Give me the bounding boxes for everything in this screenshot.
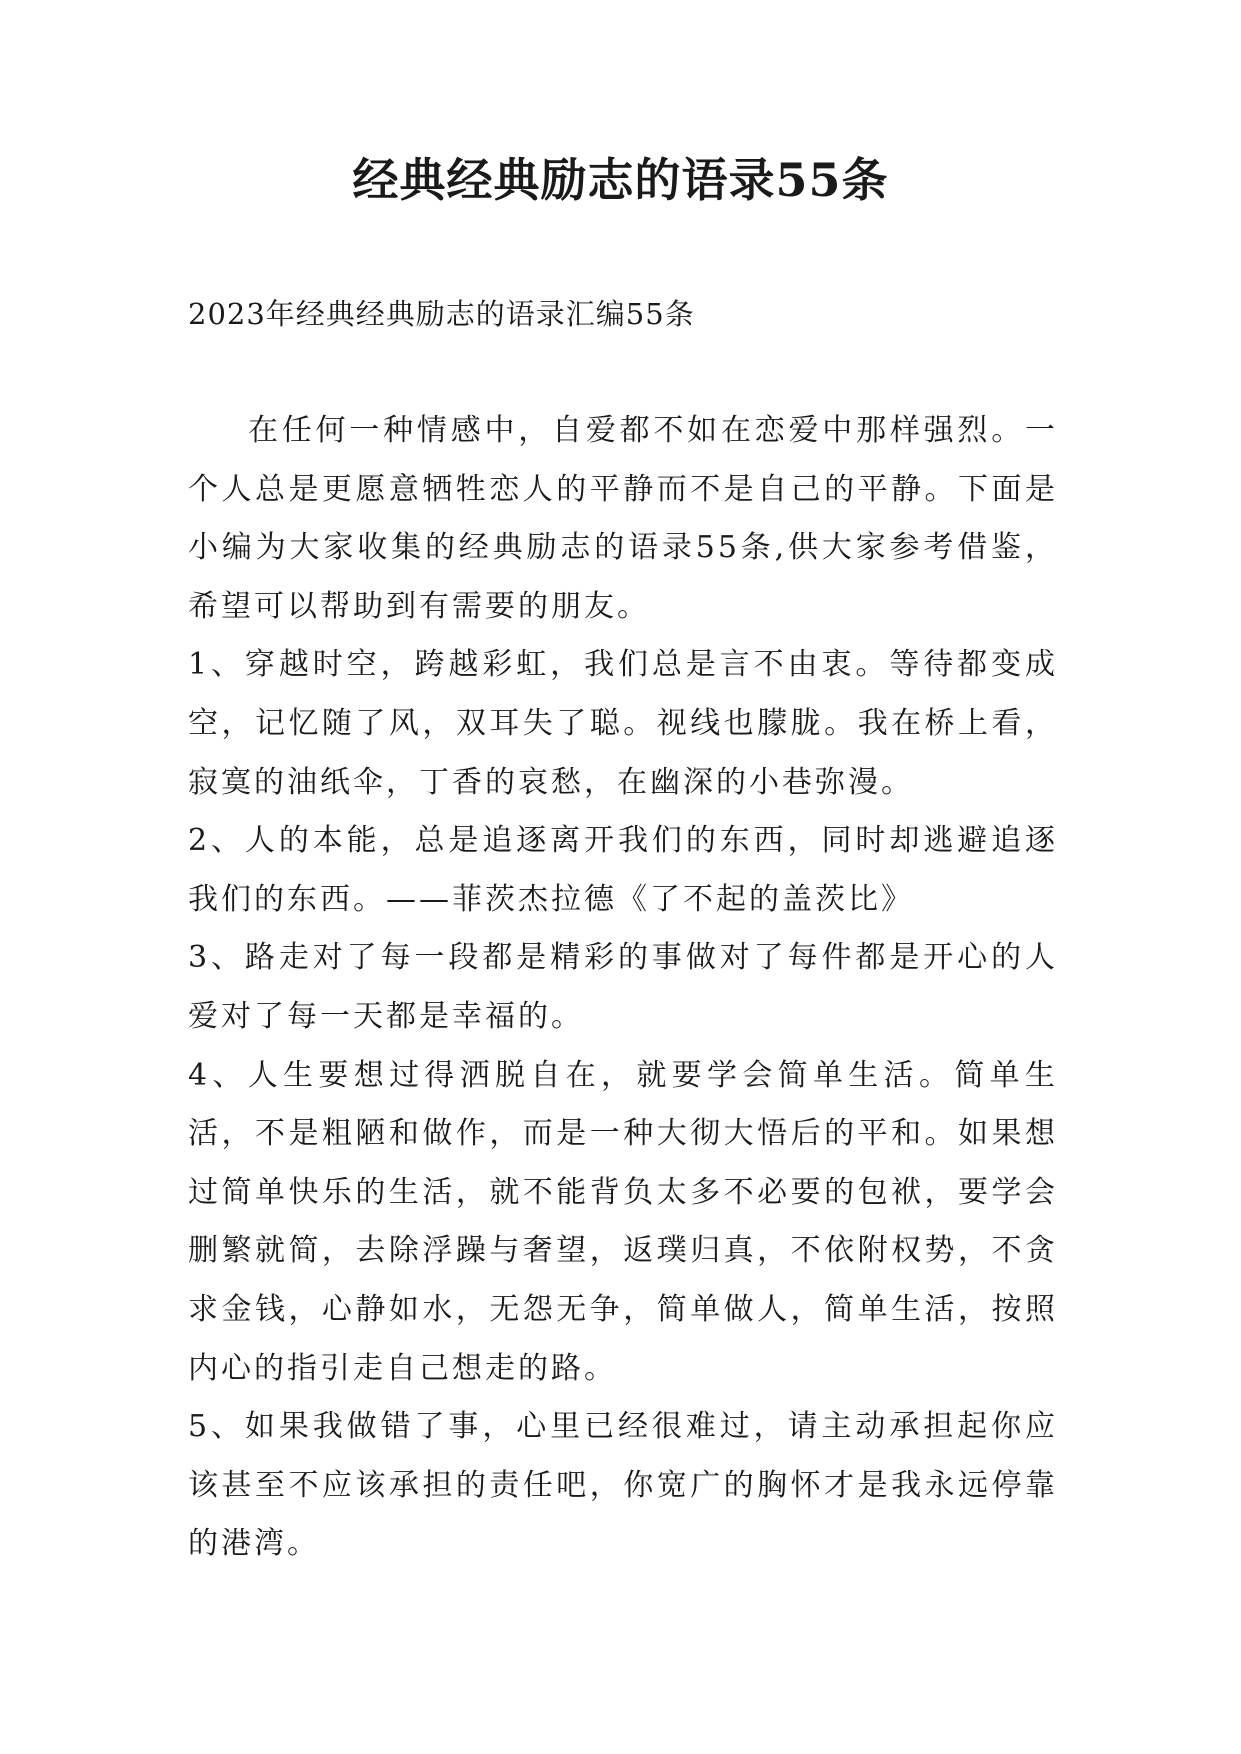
document-body [188, 402, 1058, 1574]
document-title: 经典经典励志的语录55条 [352, 153, 889, 207]
quote-item-3: 3、路走对了每一段都是精彩的事做对了每件都是开心的人爱对了每一天都是幸福的。 [188, 940, 1058, 1034]
quote-item-2: 2、人的本能，总是追逐离开我们的东西，同时却逃避追逐我们的东西。——菲茨杰拉德《了不起的盖茨比》 [188, 823, 1058, 917]
document-subtitle: 2023年经典经典励志的语录汇编55条 [188, 297, 695, 331]
quote-item-5: 5、如果我做错了事，心里已经很难过，请主动承担起你应该甚至不应该承担的责任吧，你宽广的胸怀才是我永远停靠的港湾。 [188, 1409, 1058, 1562]
quote-item-1: 1、穿越时空，跨越彩虹，我们总是言不由衷。等待都变成空，记忆随了风，双耳失了聪。视线也朦胧。我在桥上看，寂寞的油纸伞，丁香的哀愁，在幽深的小巷弥漫。 [188, 647, 1058, 800]
quote-item-4: 4、人生要想过得洒脱自在，就要学会简单生活。简单生活，不是粗陋和做作，而是一种大彻大悟后的平和。如果想过简单快乐的生活，就不能背负太多不必要的包袱，要学会删繁就简，去除浮躁与奢望，返璞归真，不依附权势，不贪求金钱，心静如水，无怨无争，简单做人，简单生活，按照内心的指引走自己想走的路。 [188, 1057, 1058, 1386]
intro-paragraph: 在任何一种情感中，自爱都不如在恋爱中那样强烈。一个人总是更愿意牺牲恋人的平静而不是自己的平静。下面是小编为大家收集的经典励志的语录55条,供大家参考借鉴，希望可以帮助到有需要的朋友。 [188, 413, 1058, 624]
